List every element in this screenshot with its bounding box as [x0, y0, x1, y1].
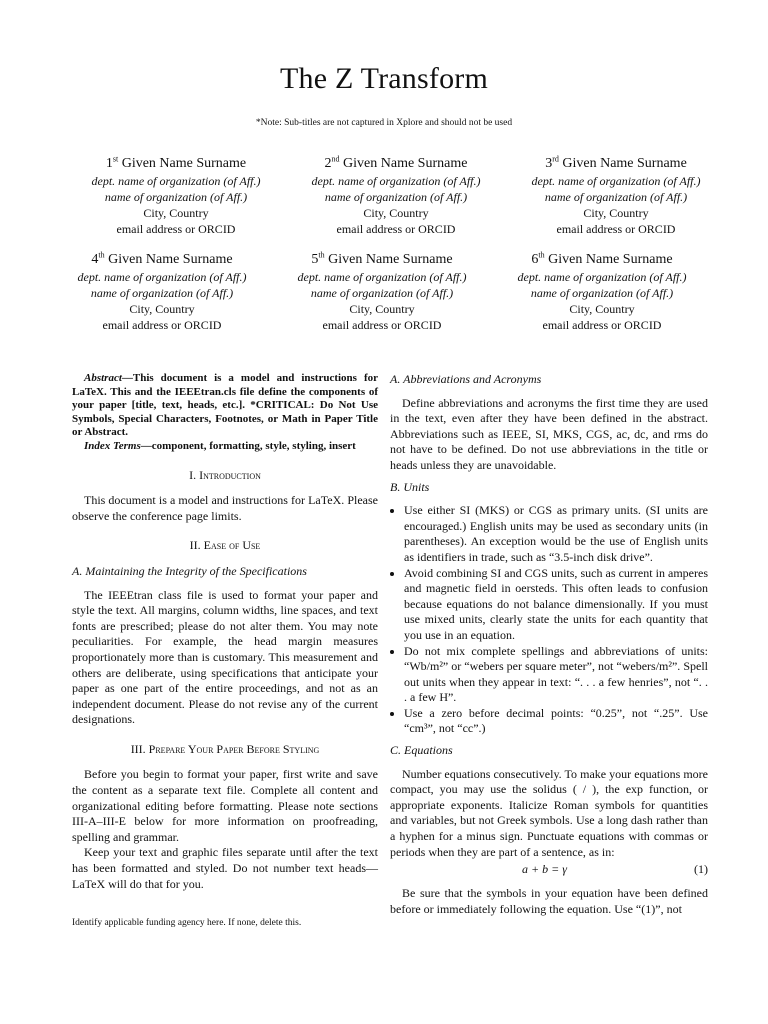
- author-block: 4th Given Name Surname dept. name of organization (of Aff.) name of organization (of Aff.) City, Country email address or ORCID: [77, 250, 247, 332]
- author-block: 5th Given Name Surname dept. name of organization (of Aff.) name of organization (of Aff.) City, Country email address or ORCID: [297, 250, 467, 332]
- intro-paragraph: This document is a model and instructions for LaTeX. Please observe the conference page limits.: [72, 493, 378, 523]
- list-item: • Do not mix complete spellings and abbreviations of units: “Wb/m²” or “webers per square meter”, not “webers/m²”. Spell out units when they appear in text: “. . . a few henries”, not “. . . a few H”.: [404, 644, 708, 706]
- equation-number: (1): [694, 862, 708, 877]
- author-block: 1st Given Name Surname dept. name of organization (of Aff.) name of organization (of Aff.) City, Country email address or ORCID: [91, 154, 261, 236]
- right-column: [390, 372, 708, 917]
- prepare-paragraph-2: Keep your text and graphic files separate until after the text has been formatted and styled. Do not number text heads—LaTeX will do that for you.: [72, 845, 378, 891]
- equation-expression: a + b = γ: [522, 862, 567, 877]
- left-column: [72, 372, 378, 892]
- equation-1: [390, 862, 708, 880]
- list-item: • Avoid combining SI and CGS units, such as current in amperes and magnetic field in oersteds. This often leads to confusion because equations do not balance dimensionally. If you must use mixed units, clearly state the units for each quantity that you use in an equation.: [404, 566, 708, 644]
- funding-footnote: Identify applicable funding agency here. If none, delete this.: [72, 918, 302, 928]
- prepare-paragraph-1: Before you begin to format your paper, first write and save the content as a separate text file. Complete all content and organizational editing before formatting. Please note sections III-A–III-E below for more information on proofreading, spelling and grammar.: [72, 767, 378, 844]
- authors-row-2: [62, 251, 702, 333]
- author-block: 2nd Given Name Surname dept. name of organization (of Aff.) name of organization (of Aff.) City, Country email address or ORCID: [311, 154, 481, 236]
- abstract: Abstract—This document is a model and instructions for LaTeX. This and the IEEEtran.cls file define the components of your paper [title, text, heads, etc.]. *CRITICAL: Do Not Use Symbols, Special Characters, Footnotes, or Math in Paper Title or Abstract. Index Terms—component, formatting, style, styling, insert: [72, 372, 378, 452]
- subsection-title-abbreviations: A. Abbreviations and Acronyms: [390, 372, 542, 386]
- equations-paragraph-1: Number equations consecutively. To make your equations more compact, you may use the solidus ( / ), the exp function, or appropriate exponents. Italicize Roman symbols for quantities and variables, but not Greek symbols. Use a long dash rather than a hyphen for a minus sign. Punctuate equations with commas or periods when they are part of a sentence, as in:: [390, 766, 708, 859]
- ease-paragraph: The IEEEtran class file is used to format your paper and style the text. All margins, column widths, line spaces, and text fonts are prescribed; please do not alter them. You may note peculiarities. For example, the head margin measures proportionately more than is customary. This measurement and others are deliberate, using specifications that anticipate your paper as one part of the entire proceedings, and not as an independent document. Please do not revise any of the current designations.: [72, 587, 378, 727]
- paper-title: The Z Transform: [280, 62, 488, 95]
- section-title-introduction: I. Introduction: [189, 467, 261, 482]
- subsection-title-equations: C. Equations: [390, 743, 453, 758]
- list-item: • Use either SI (MKS) or CGS as primary units. (SI units are encouraged.) English units may be used as secondary units (in parentheses). An exception would be the use of English units as identifiers in trade, such as “3.5-inch disk drive”.: [404, 503, 708, 565]
- subsection-title-integrity: A. Maintaining the Integrity of the Specifications: [72, 563, 307, 578]
- equations-paragraph-2: Be sure that the symbols in your equation have been defined before or immediately following the equation. Use “(1)”, not: [390, 886, 708, 916]
- abbreviations-paragraph: Define abbreviations and acronyms the first time they are used in the text, even after they have been defined in the abstract. Abbreviations such as IEEE, SI, MKS, CGS, ac, dc, and rms do not have to be defined. Do not use abbreviations in the title or heads unless they are unavoidable.: [390, 395, 708, 472]
- author-block: 6th Given Name Surname dept. name of organization (of Aff.) name of organization (of Aff.) City, Country email address or ORCID: [517, 250, 687, 332]
- section-title-ease-of-use: II. Ease of Use: [189, 538, 261, 553]
- units-list: [390, 503, 708, 737]
- authors-row-1: [76, 155, 716, 237]
- section-title-prepare: III. Prepare Your Paper Before Styling: [130, 741, 320, 756]
- author-block: 3rd Given Name Surname dept. name of organization (of Aff.) name of organization (of Aff.) City, Country email address or ORCID: [531, 154, 701, 236]
- list-item: • Use a zero before decimal points: “0.25”, not “.25”. Use “cm³”, not “cc”.): [404, 706, 708, 737]
- subtitle-note: *Note: Sub-titles are not captured in Xplore and should not be used: [255, 118, 513, 128]
- subsection-title-units: B. Units: [390, 479, 430, 494]
